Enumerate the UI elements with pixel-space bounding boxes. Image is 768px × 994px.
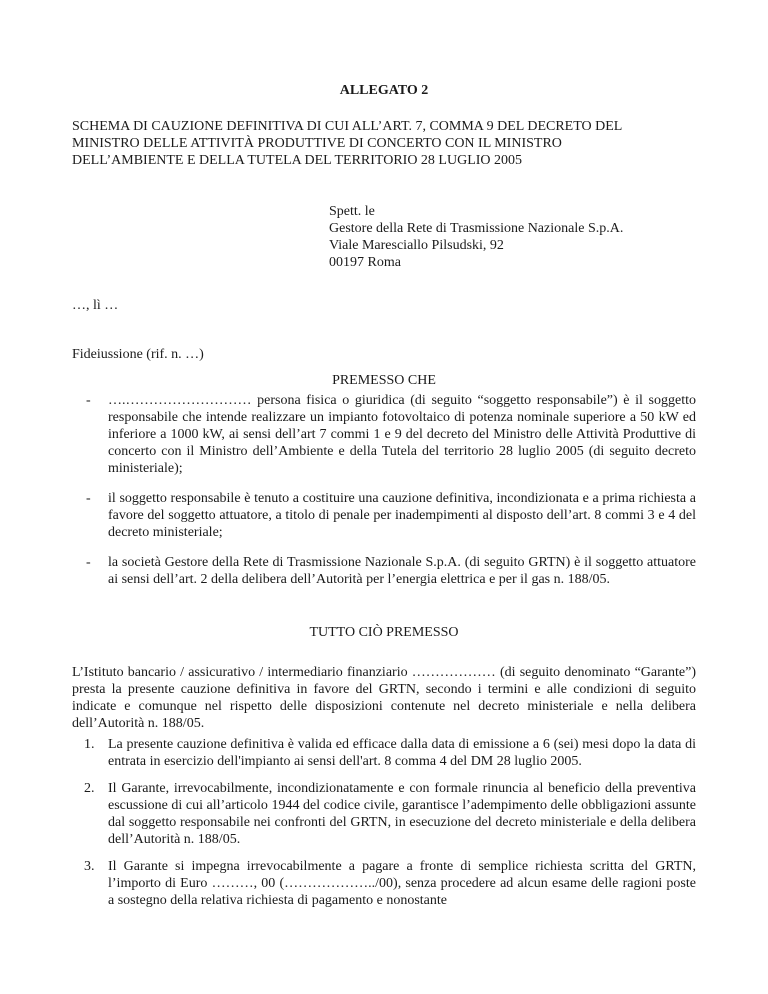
heading-line: DELL’AMBIENTE E DELLA TUTELA DEL TERRITORIO 28 LUGLIO 2005: [72, 153, 523, 168]
list-item-text: il soggetto responsabile è tenuto a costituire una cauzione definitiva, incondizionata e a prima richiesta a favore del soggetto attuatore, a titolo di penale per inadempimenti al disposto dell’art. 8 commi 3 e 4 del decreto ministeriale;: [108, 491, 696, 540]
address-line: Spett. le: [329, 204, 375, 219]
bullet-marker: -: [86, 555, 91, 570]
premesso-heading: PREMESSO CHE: [332, 373, 436, 388]
item-number: 3.: [84, 859, 95, 874]
numbered-item: [72, 858, 696, 909]
document-heading: [72, 118, 696, 169]
item-number: 1.: [84, 737, 95, 752]
list-item-text: ….……………………… persona fisica o giuridica (di seguito “soggetto responsabile”) è il soggetto responsabile che intende realizzare un impianto fotovoltaico di potenza nominale superiore a 50 kW ed inferiore a 1000 kW, ai sensi dell’art 7 commi 1 e 9 del decreto del Ministro delle Attività Produttive di concerto con il Ministro dell’Ambiente e della Tutela del territorio 28 luglio 2005 (di seguito decreto ministeriale);: [108, 393, 696, 476]
numbered-item: [72, 780, 696, 848]
list-item: [72, 554, 696, 588]
item-text: Il Garante si impegna irrevocabilmente a pagare a fronte di semplice richiesta scritta del GRTN, l’importo di Euro ………, 00 (………………../00), senza procedere ad alcun esame delle ragioni poste a sostegno della relativa richiesta di pagamento e nonostante: [108, 859, 696, 908]
document-title: ALLEGATO 2: [339, 83, 429, 98]
list-item: [72, 392, 696, 477]
heading-line: MINISTRO DELLE ATTIVITÀ PRODUTTIVE DI CONCERTO CON IL MINISTRO: [72, 136, 562, 151]
numbered-item: [72, 736, 696, 770]
heading-line: SCHEMA DI CAUZIONE DEFINITIVA DI CUI ALL’ART. 7, COMMA 9 DEL DECRETO DEL: [72, 119, 623, 134]
intro-paragraph: L’Istituto bancario / assicurativo / intermediario finanziario ……………… (di seguito denominato “Garante”) presta la presente cauzione definitiva in favore del GRTN, secondo i termini e alle condizioni di seguito indicate e comunque nel rispetto delle disposizioni contenute nel decreto ministeriale e nella delibera dell’Autorità n. 188/05.: [72, 665, 696, 731]
list-item-text: la società Gestore della Rete di Trasmissione Nazionale S.p.A. (di seguito GRTN) è il soggetto attuatore ai sensi dell’art. 2 della delibera dell’Autorità per l’energia elettrica e per il gas n. 188/05.: [108, 555, 696, 587]
premesso-list: [72, 392, 696, 601]
item-text: Il Garante, irrevocabilmente, incondizionatamente e con formale rinuncia al beneficio della preventiva escussione di cui all’articolo 1944 del codice civile, garantisce l’adempimento delle obbligazioni assunte dal soggetto responsabile nei confronti del GRTN, in esecuzione del decreto ministeriale e della delibera dell’Autorità n. 188/05.: [108, 781, 696, 847]
address-line: Gestore della Rete di Trasmissione Nazionale S.p.A.: [329, 221, 624, 236]
address-line: 00197 Roma: [329, 255, 401, 270]
list-item: [72, 490, 696, 541]
tutto-premesso-heading: TUTTO CIÒ PREMESSO: [309, 625, 459, 640]
address-line: Viale Maresciallo Pilsudski, 92: [329, 238, 504, 253]
item-text: La presente cauzione definitiva è valida ed efficace dalla data di emissione a 6 (sei) mesi dopo la data di entrata in esercizio dell'impianto ai sensi dell'art. 8 comma 4 del DM 28 luglio 2005.: [108, 737, 696, 769]
recipient-address: [329, 203, 623, 271]
item-number: 2.: [84, 781, 95, 796]
bullet-marker: -: [86, 491, 91, 506]
bullet-marker: -: [86, 393, 91, 408]
date-line: …, lì …: [72, 298, 119, 313]
numbered-list: [72, 736, 696, 919]
fideiussione-reference: Fideiussione (rif. n. …): [72, 347, 204, 362]
